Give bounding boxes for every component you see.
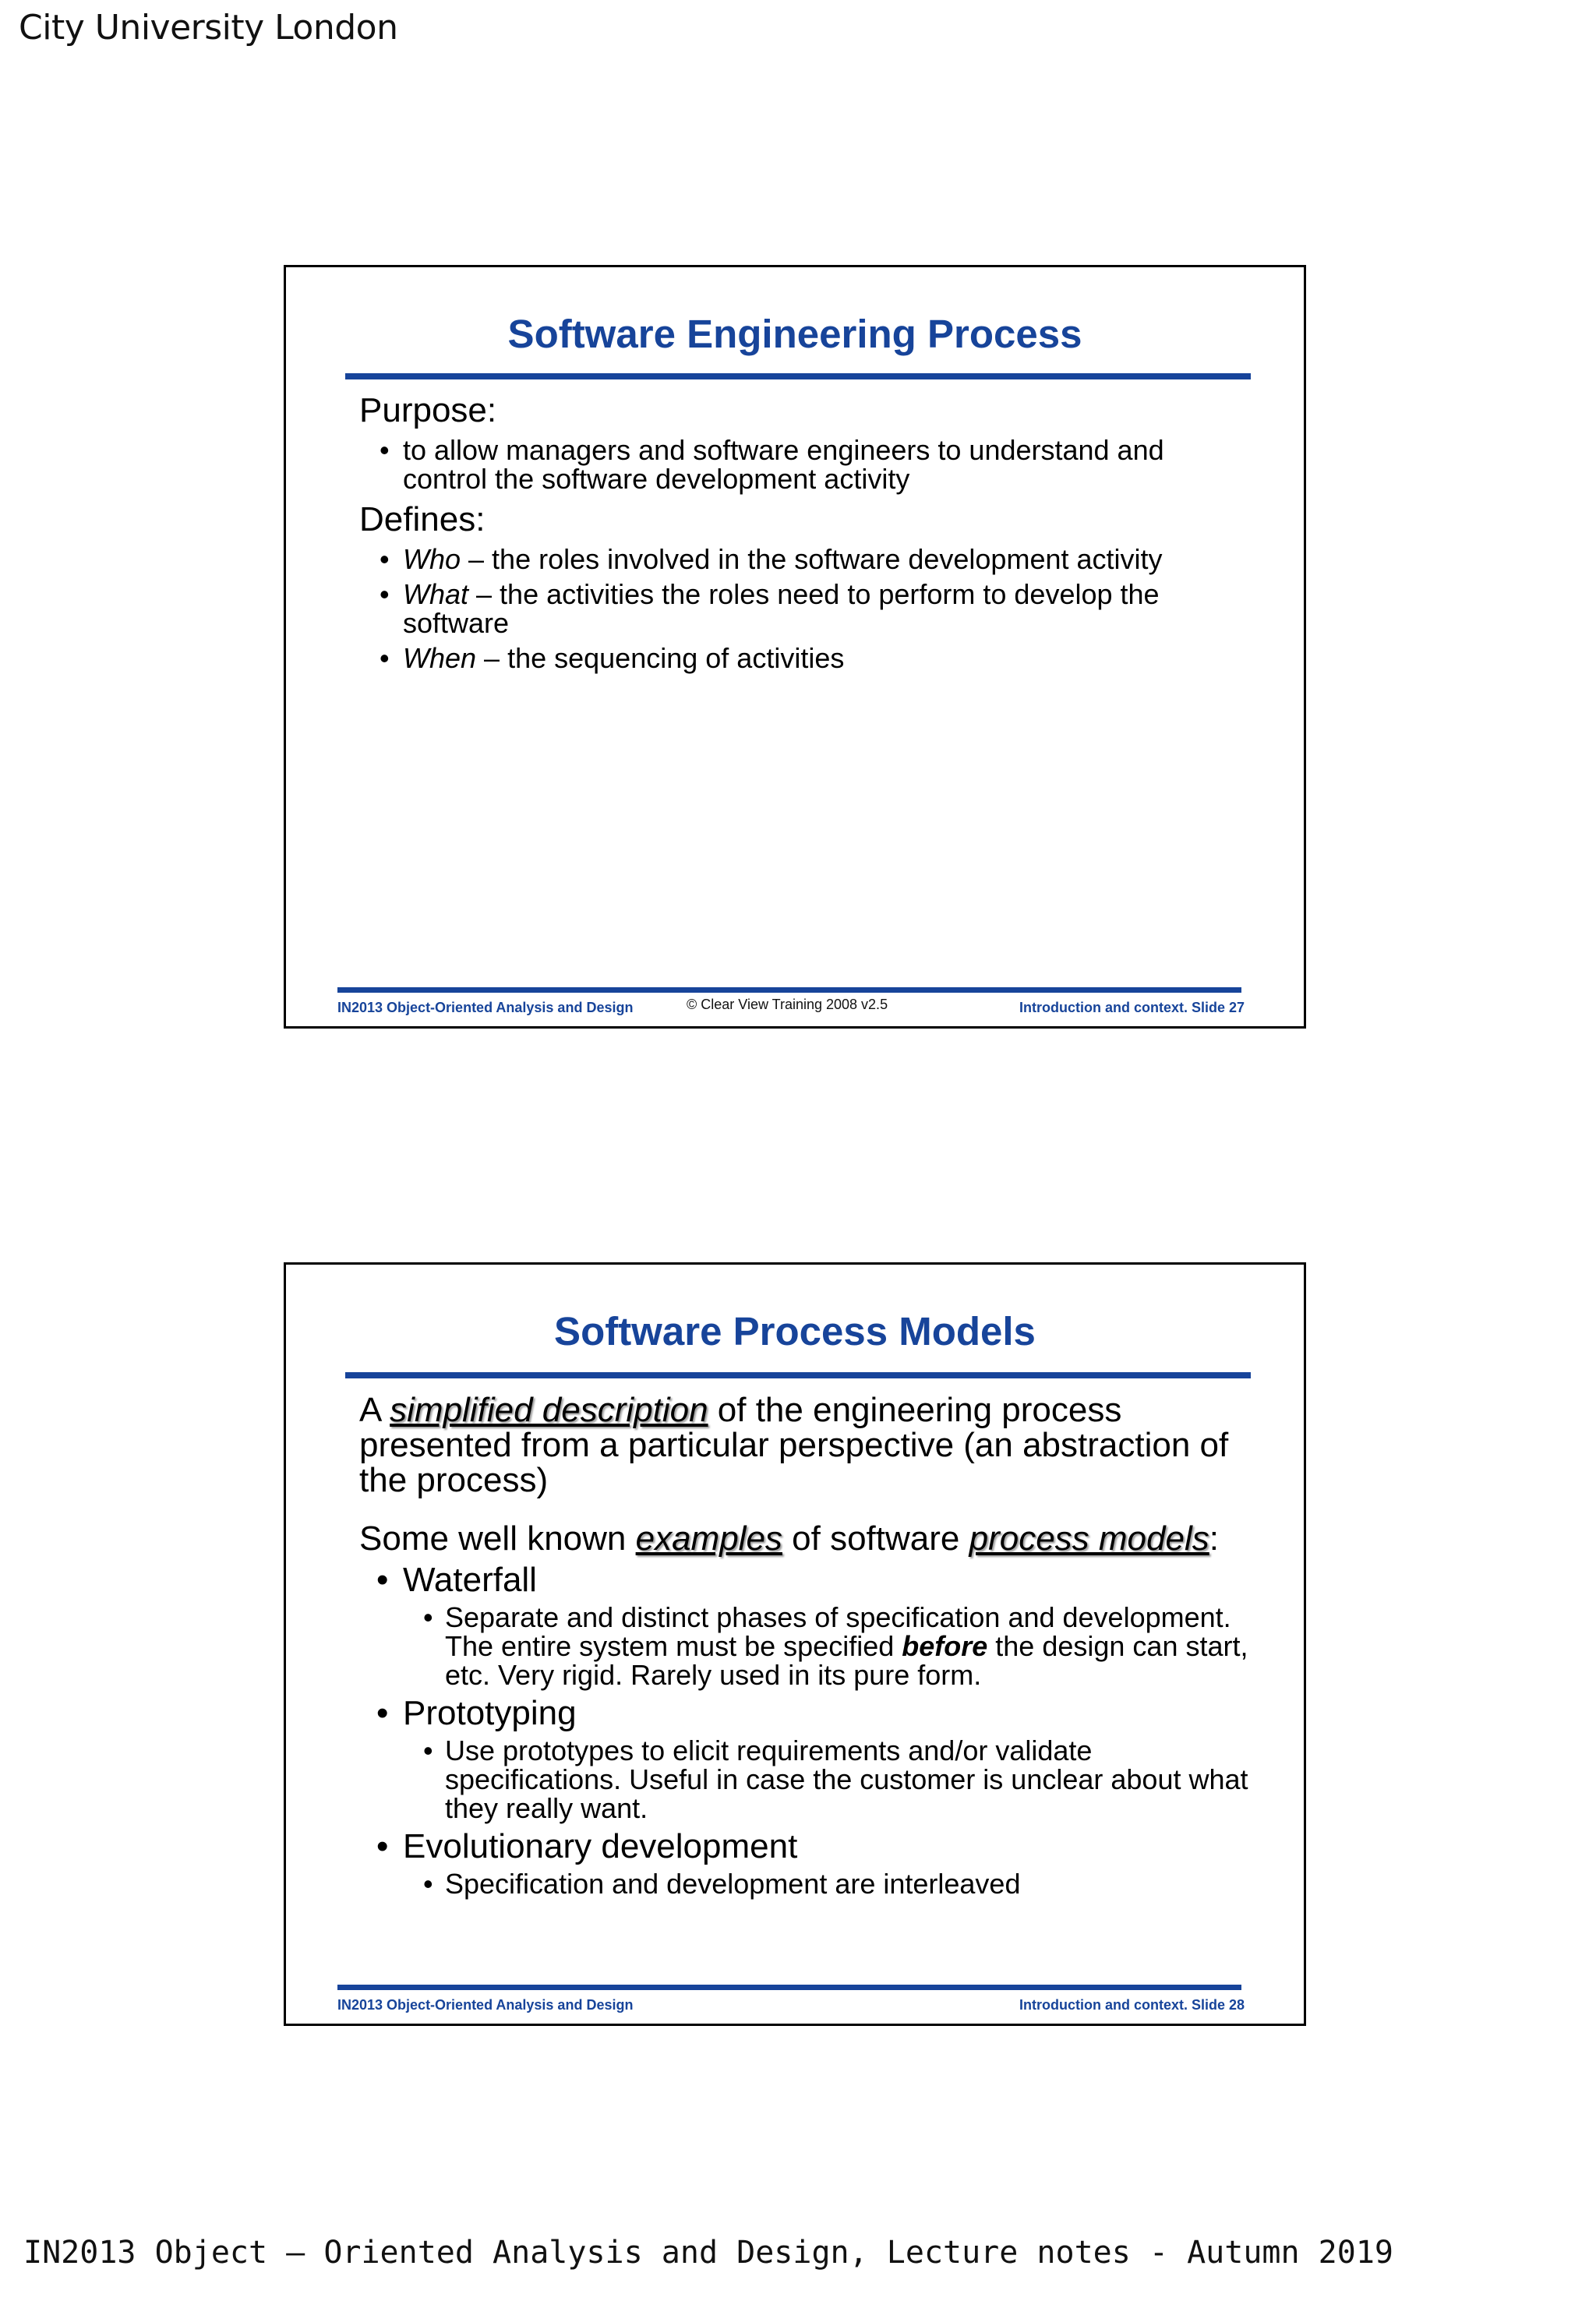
intro-paragraph	[359, 1392, 1249, 1498]
defines-text: – the sequencing of activities	[476, 642, 845, 674]
defines-term: When	[403, 642, 477, 674]
slide-footer-copyright: © Clear View Training 2008 v2.5	[687, 997, 888, 1012]
slide-footer-course: IN2013 Object-Oriented Analysis and Design	[337, 1997, 634, 2013]
defines-heading: Defines:	[359, 500, 486, 538]
defines-text: – the activities the roles need to perform to develop the software	[403, 578, 1160, 639]
defines-term: What	[403, 578, 469, 610]
slide-footer-number: Introduction and context. Slide 28	[1019, 1997, 1245, 2013]
footer-rule	[337, 987, 1241, 993]
slide-footer-number: Introduction and context. Slide 27	[1019, 1000, 1245, 1015]
detail-bold: before	[902, 1630, 988, 1662]
model-prototyping: • Prototyping	[359, 1696, 1249, 1731]
model-prototyping-detail: • Use prototypes to elicit requirements and/or validate specifications. Useful in case the customer is unclear about what they really want.	[359, 1736, 1249, 1823]
slide-title: Software Engineering Process	[507, 312, 1082, 356]
examples-emphasis: examples	[635, 1519, 782, 1558]
detail-text: the design can start, etc. Very rigid. Rarely used in its pure form.	[445, 1630, 1248, 1691]
title-rule	[345, 1372, 1251, 1378]
model-evolutionary: • Evolutionary development	[359, 1829, 1249, 1865]
slide-28	[284, 1262, 1306, 2026]
examples-prefix: Some well known	[359, 1519, 636, 1558]
examples-line	[359, 1521, 1249, 1556]
detail-text: Separate and distinct phases of specification and development. The entire system must be specified	[445, 1601, 1231, 1662]
examples-middle: of software	[782, 1519, 969, 1558]
purpose-item: • to allow managers and software engineers to understand and control the software development activity	[359, 436, 1249, 493]
defines-text: – the roles involved in the software development activity	[461, 543, 1163, 575]
title-rule	[345, 373, 1251, 379]
defines-term: Who	[403, 543, 461, 575]
slide-body	[359, 1392, 1249, 1898]
defines-item-when	[359, 644, 1249, 672]
intro-suffix: of the engineering process presented from a particular perspective (an abstraction of the process)	[359, 1391, 1229, 1499]
model-waterfall-detail	[359, 1603, 1249, 1689]
model-evolutionary-detail: • Specification and development are interleaved	[359, 1869, 1249, 1898]
page-header: City University London	[19, 8, 398, 48]
slide-body	[359, 392, 1249, 672]
intro-prefix: A	[359, 1391, 390, 1429]
footer-rule	[337, 1985, 1241, 1990]
slide-27	[284, 265, 1306, 1029]
defines-item-what	[359, 580, 1249, 637]
slide-footer-course: IN2013 Object-Oriented Analysis and Design	[337, 1000, 634, 1015]
page-footer: IN2013 Object – Oriented Analysis and Design, Lecture notes - Autumn 2019	[23, 2235, 1393, 2271]
purpose-heading: Purpose:	[359, 391, 497, 429]
process-models-emphasis: process models	[969, 1519, 1209, 1558]
examples-suffix: :	[1209, 1519, 1219, 1558]
model-waterfall: • Waterfall	[359, 1562, 1249, 1598]
defines-item-who	[359, 545, 1249, 573]
intro-emphasis: simplified description	[390, 1391, 708, 1429]
slide-title: Software Process Models	[554, 1309, 1036, 1353]
